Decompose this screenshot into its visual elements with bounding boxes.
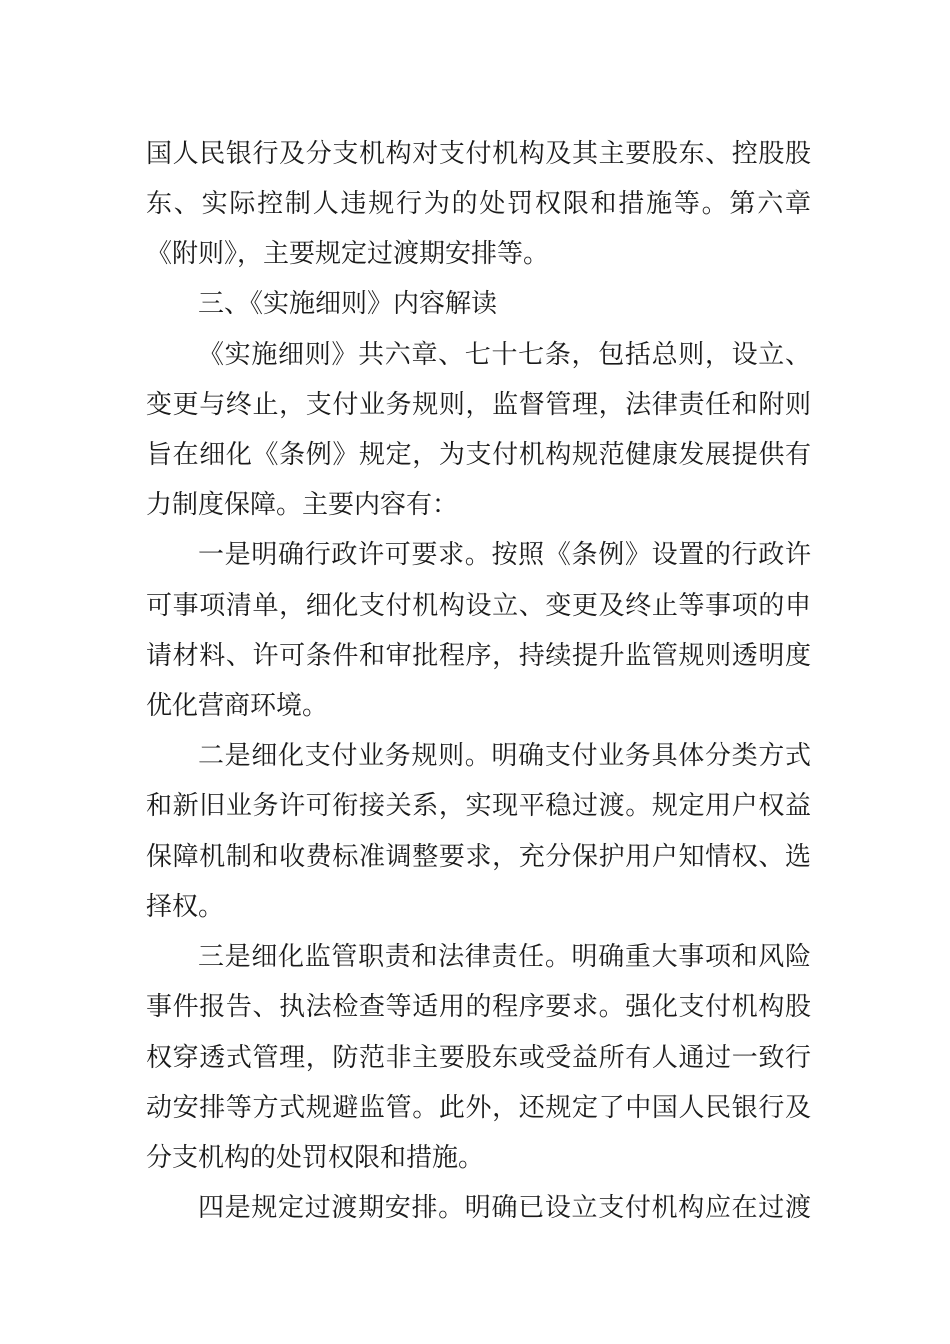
paragraph-line: 国人民银行及分支机构对支付机构及其主要股东、控股股 <box>146 139 811 169</box>
paragraph-line: 择权。 <box>146 892 225 922</box>
paragraph-line: 保障机制和收费标准调整要求，充分保护用户知情权、选 <box>146 842 811 872</box>
paragraph-line: 和新旧业务许可衔接关系，实现平稳过渡。规定用户权益 <box>146 791 811 821</box>
paragraph-line: 二是细化支付业务规则。明确支付业务具体分类方式 <box>198 741 811 771</box>
paragraph-line: 旨在细化《条例》规定，为支付机构规范健康发展提供有 <box>146 440 811 470</box>
paragraph-line: 四是规定过渡期安排。明确已设立支付机构应在过渡 <box>198 1193 811 1223</box>
paragraph-line: 一是明确行政许可要求。按照《条例》设置的行政许 <box>198 540 811 570</box>
paragraph-line: 三是细化监管职责和法律责任。明确重大事项和风险 <box>198 942 811 972</box>
paragraph-line: 可事项清单，细化支付机构设立、变更及终止等事项的申 <box>146 591 811 621</box>
paragraph-line: 力制度保障。主要内容有： <box>146 490 459 520</box>
paragraph-line: 变更与终止，支付业务规则，监督管理，法律责任和附则 <box>146 390 811 420</box>
paragraph-line: 分支机构的处罚权限和措施。 <box>146 1143 485 1173</box>
paragraph-line: 《实施细则》共六章、七十七条，包括总则，设立、 <box>198 340 811 370</box>
paragraph-line: 东、实际控制人违规行为的处罚权限和措施等。第六章 <box>146 189 811 219</box>
paragraph-line: 动安排等方式规避监管。此外，还规定了中国人民银行及 <box>146 1093 811 1123</box>
paragraph-line: 优化营商环境。 <box>146 691 329 721</box>
paragraph-line: 《附则》，主要规定过渡期安排等。 <box>146 239 550 269</box>
paragraph-line: 事件报告、执法检查等适用的程序要求。强化支付机构股 <box>146 992 811 1022</box>
paragraph-line: 权穿透式管理，防范非主要股东或受益所有人通过一致行 <box>146 1043 811 1073</box>
section-heading: 三、《实施细则》内容解读 <box>198 289 498 319</box>
paragraph-line: 请材料、许可条件和审批程序，持续提升监管规则透明度 <box>146 641 811 671</box>
